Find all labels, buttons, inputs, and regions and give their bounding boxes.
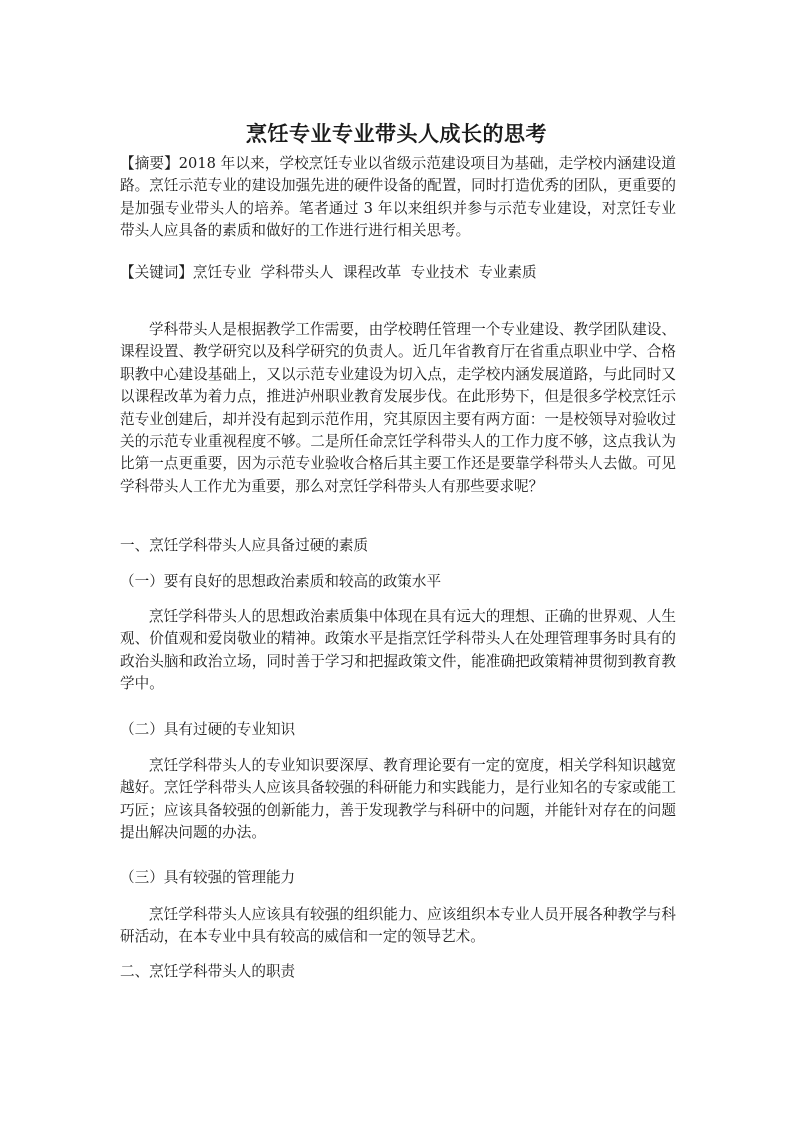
section-1-3-heading: （三）具有较强的管理能力 (120, 869, 296, 886)
section-1-3-paragraph: 烹饪学科带头人应该具有较强的组织能力、应该组织本专业人员开展各种教学与科研活动，在本专业中具有较高的威信和一定的领导艺术。 (120, 906, 676, 946)
document-title: 烹饪专业专业带头人成长的思考 (246, 121, 547, 147)
section-1-2-paragraph: 烹饪学科带头人的专业知识要深厚、教育理论要有一定的宽度，相关学科知识越宽越好。烹饪学科带头人应该具备较强的科研能力和实践能力，是行业知名的专家或能工巧匠；应该具备较强的创新能力，善于发现教学与科研中的问题，并能针对存在的问题提出解决问题的办法。 (120, 757, 676, 842)
keywords-text: 烹饪专业 学科带头人 课程改革 专业技术 专业素质 (192, 264, 537, 281)
abstract-text: 2018 年以来，学校烹饪专业以省级示范建设项目为基础，走学校内涵建设道路。烹饪示范专业的建设加强先进的硬件设备的配置，同时打造优秀的团队，更重要的是加强专业带头人的培养。笔者通过 3 年以来组织并参与示范专业建设，对烹饪专业带头人应具备的素质和做好的工作进行进行相关思考。 (120, 155, 676, 240)
section-1-heading: 一、烹饪学科带头人应具备过硬的素质 (120, 537, 369, 554)
section-1-1-paragraph: 烹饪学科带头人的思想政治素质集中体现在具有远大的理想、正确的世界观、人生观、价值观和爱岗敬业的精神。政策水平是指烹饪学科带头人在处理管理事务时具有的政治头脑和政治立场，同时善于学习和把握政策文件，能准确把政策精神贯彻到教育教学中。 (120, 608, 676, 693)
section-2-heading: 二、烹饪学科带头人的职责 (120, 963, 296, 980)
keywords-label: 【关键词】 (120, 264, 193, 281)
abstract-label: 【摘要】 (120, 155, 179, 172)
section-1-1-heading: （一）要有良好的思想政治素质和较高的政策水平 (120, 573, 442, 590)
keywords (120, 262, 676, 284)
intro-paragraph: 学科带头人是根据教学工作需要，由学校聘任管理一个专业建设、教学团队建设、课程设置、教学研究以及科学研究的负责人。近几年省教育厅在省重点职业中学、合格职教中心建设基础上，又以示范专业建设为切入点，走学校内涵发展道路，与此同时又以课程改革为着力点，推进泸州职业教育发展步伐。在此形势下，但是很多学校烹饪示范专业创建后，却并没有起到示范作用，究其原因主要有两方面：一是校领导对验收过关的示范专业重视程度不够。二是所任命烹饪学科带头人的工作力度不够，这点我认为比第一点更重要，因为示范专业验收合格后其主要工作还是要靠学科带头人去做。可见学科带头人工作尤为重要，那么对烹饪学科带头人有那些要求呢？ (120, 321, 676, 495)
abstract (120, 153, 676, 243)
section-1-2-heading: （二）具有过硬的专业知识 (120, 721, 296, 738)
